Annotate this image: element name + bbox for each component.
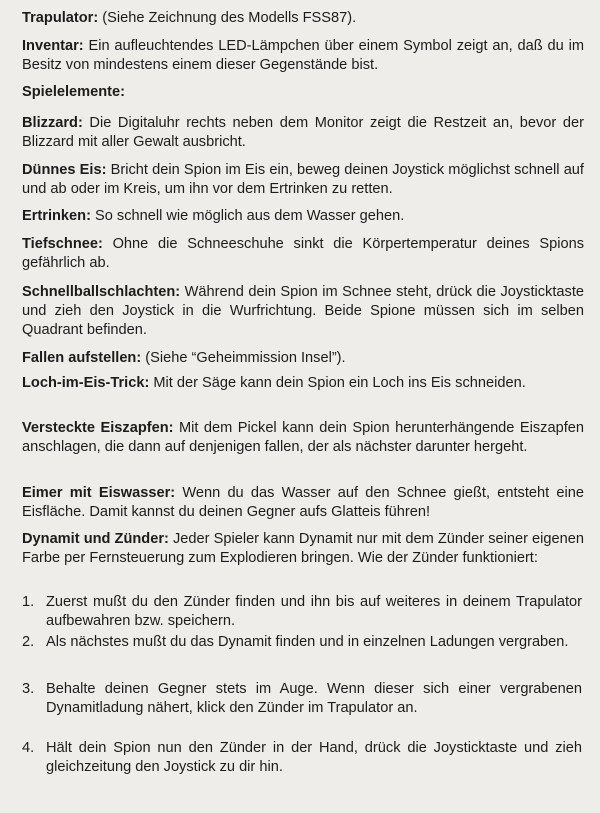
step-text: Behalte deinen Gegner stets im Auge. Wenn dieser sich einer vergrabenen Dynamitladung nähert, klick den Zünder im Trapulator an. — [46, 681, 582, 716]
term-text: (Siehe “Geheimmission Insel”). — [141, 350, 346, 366]
section-ertrinken — [22, 207, 584, 226]
section-schnellballschlachten — [22, 283, 584, 340]
term-label: Blizzard: — [22, 115, 83, 131]
section-spielelemente-heading — [22, 83, 584, 102]
section-inventar — [22, 37, 584, 75]
section-eimer-mit-eiswasser — [22, 484, 584, 522]
term-text: Ein aufleuchtendes LED-Lämpchen über einem Symbol zeigt an, daß du im Besitz von mindestens einem dieser Gegenstände bist. — [22, 38, 584, 73]
term-text: Jeder Spieler kann Dynamit nur mit dem Zünder seiner eigenen Farbe per Fernsteuerung zum Explodieren bringen. Wie der Zünder funktioniert: — [22, 531, 584, 566]
section-versteckte-eiszapfen — [22, 419, 584, 457]
term-label: Fallen aufstellen: — [22, 350, 142, 366]
term-label: Inventar: — [22, 38, 84, 54]
term-text: (Siehe Zeichnung des Modells FSS87). — [98, 10, 357, 26]
term-text: Wenn du das Wasser auf den Schnee gießt, entsteht eine Eisfläche. Damit kannst du deinen Gegner aufs Glatteis führen! — [22, 485, 584, 520]
term-label: Ertrinken: — [22, 208, 91, 224]
section-fallen-aufstellen — [22, 349, 584, 368]
term-text: Mit der Säge kann dein Spion ein Loch ins Eis schneiden. — [149, 375, 526, 391]
term-label: Versteckte Eiszapfen: — [22, 420, 174, 436]
section-blizzard — [22, 114, 584, 152]
term-text: So schnell wie möglich aus dem Wasser gehen. — [90, 208, 405, 224]
step-number: 2. — [22, 634, 35, 650]
section-heading: Spielelemente: — [22, 84, 126, 100]
section-duennes-eis — [22, 161, 584, 199]
section-loch-im-eis-trick — [22, 374, 584, 393]
term-label: Dünnes Eis: — [22, 162, 107, 178]
term-text: Die Digitaluhr rechts neben dem Monitor zeigt die Restzeit an, bevor der Blizzard mit aller Gewalt ausbricht. — [22, 115, 584, 150]
step-text: Als nächstes mußt du das Dynamit finden und in einzelnen Ladungen vergraben. — [46, 634, 569, 650]
term-label: Eimer mit Eiswasser: — [22, 485, 176, 501]
section-trapulator — [22, 9, 584, 28]
term-label: Schnellballschlachten: — [22, 284, 181, 300]
step-text: Hält dein Spion nun den Zünder in der Hand, drück die Joysticktaste und zieh gleichzeitung den Joystick zu dir hin. — [46, 740, 582, 775]
step-number: 3. — [22, 681, 35, 697]
term-text: Während dein Spion im Schnee steht, drück die Joysticktaste und zieh den Joystick in die Wurfrichtung. Beide Spione müssen sich im selben Quadrant befinden. — [22, 284, 584, 338]
term-label: Dynamit und Zünder: — [22, 531, 169, 547]
term-label: Loch-im-Eis-Trick: — [22, 375, 150, 391]
term-text: Ohne die Schneeschuhe sinkt die Körpertemperatur deines Spions gefährlich ab. — [22, 236, 584, 271]
term-label: Tiefschnee: — [22, 236, 103, 252]
section-dynamit-und-zuender — [22, 530, 584, 568]
step-text: Zuerst mußt du den Zünder finden und ihn bis auf weiteres in deinem Trapulator aufbewahren bzw. speichern. — [46, 594, 582, 629]
step-number: 4. — [22, 740, 35, 756]
step-number: 1. — [22, 594, 35, 610]
section-tiefschnee — [22, 235, 584, 273]
term-text: Mit dem Pickel kann dein Spion herunterhängende Eiszapfen anschlagen, die dann auf denjenigen fallen, der als nächster darunter hergeht. — [22, 420, 584, 455]
term-label: Trapulator: — [22, 10, 99, 26]
term-text: Bricht dein Spion im Eis ein, beweg deinen Joystick möglichst schnell auf und ab oder im Kreis, um ihn vor dem Ertrinken zu retten. — [22, 162, 584, 197]
